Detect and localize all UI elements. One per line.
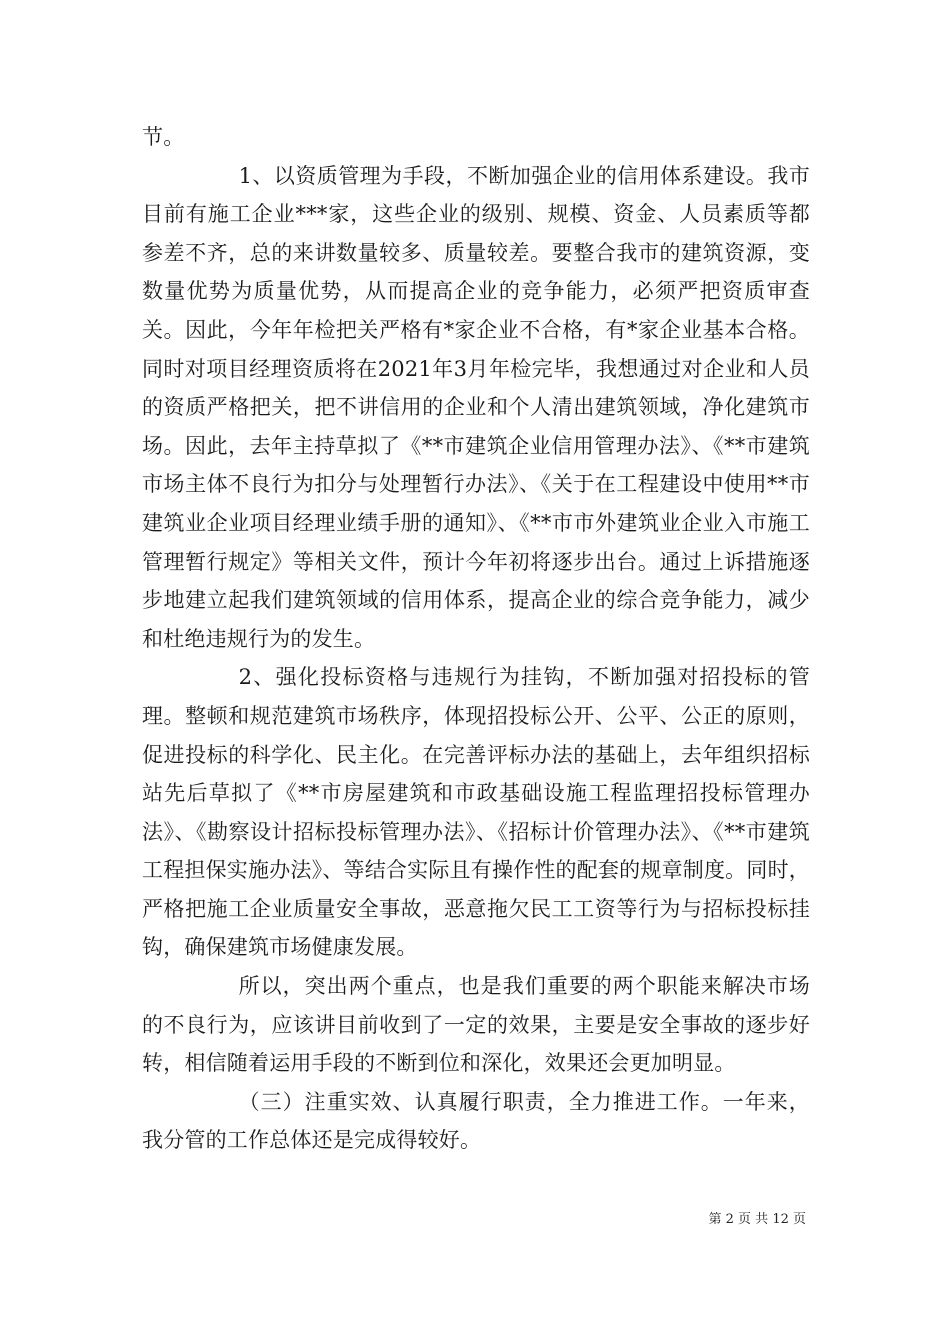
paragraph-summary: 所以，突出两个重点，也是我们重要的两个职能来解决市场的不良行为，应该讲目前收到了一定的效果，主要是安全事故的逐步好转，相信随着运用手段的不断到位和深化，效果还会更加明显。 — [142, 974, 810, 1076]
page-footer: 第 2 页 共 12 页 — [708, 1212, 806, 1227]
document-body — [142, 118, 810, 1160]
paragraph-section-three: （三）注重实效、认真履行职责，全力推进工作。一年来，我分管的工作总体还是完成得较好。 — [142, 1089, 810, 1153]
paragraph-continuation: 节。 — [142, 125, 185, 149]
paragraph-bidding-management: 2、强化投标资格与违规行为挂钩，不断加强对招投标的管理。整顿和规范建筑市场秩序，体现招投标公开、公平、公正的原则，促进投标的科学化、民主化。在完善评标办法的基础上，去年组织招标站先后草拟了《**市房屋建筑和市政基础设施工程监理招投标管理办法》、《勘察设计招标投标管理办法》、《招标计价管理办法》、《**市建筑工程担保实施办法》、等结合实际且有操作性的配套的规章制度。同时，严格把施工企业质量安全事故，恶意拖欠民工工资等行为与招标投标挂钩，确保建筑市场健康发展。 — [142, 665, 810, 960]
paragraph-credit-system: 1、以资质管理为手段，不断加强企业的信用体系建设。我市目前有施工企业***家，这些企业的级别、规模、资金、人员素质等都参差不齐，总的来讲数量较多、质量较差。要整合我市的建筑资源，变数量优势为质量优势，从而提高企业的竞争能力，必须严把资质审查关。因此，今年年检把关严格有*家企业不合格，有*家企业基本合格。同时对项目经理资质将在2021年3月年检完毕，我想通过对企业和人员的资质严格把关，把不讲信用的企业和个人清出建筑领域，净化建筑市场。因此，去年主持草拟了《**市建筑企业信用管理办法》、《**市建筑市场主体不良行为扣分与处理暂行办法》、《关于在工程建设中使用**市建筑业企业项目经理业绩手册的通知》、《**市市外建筑业企业入市施工管理暂行规定》等相关文件，预计今年初将逐步出台。通过上诉措施逐步地建立起我们建筑领域的信用体系，提高企业的综合竞争能力，减少和杜绝违规行为的发生。 — [142, 163, 810, 651]
